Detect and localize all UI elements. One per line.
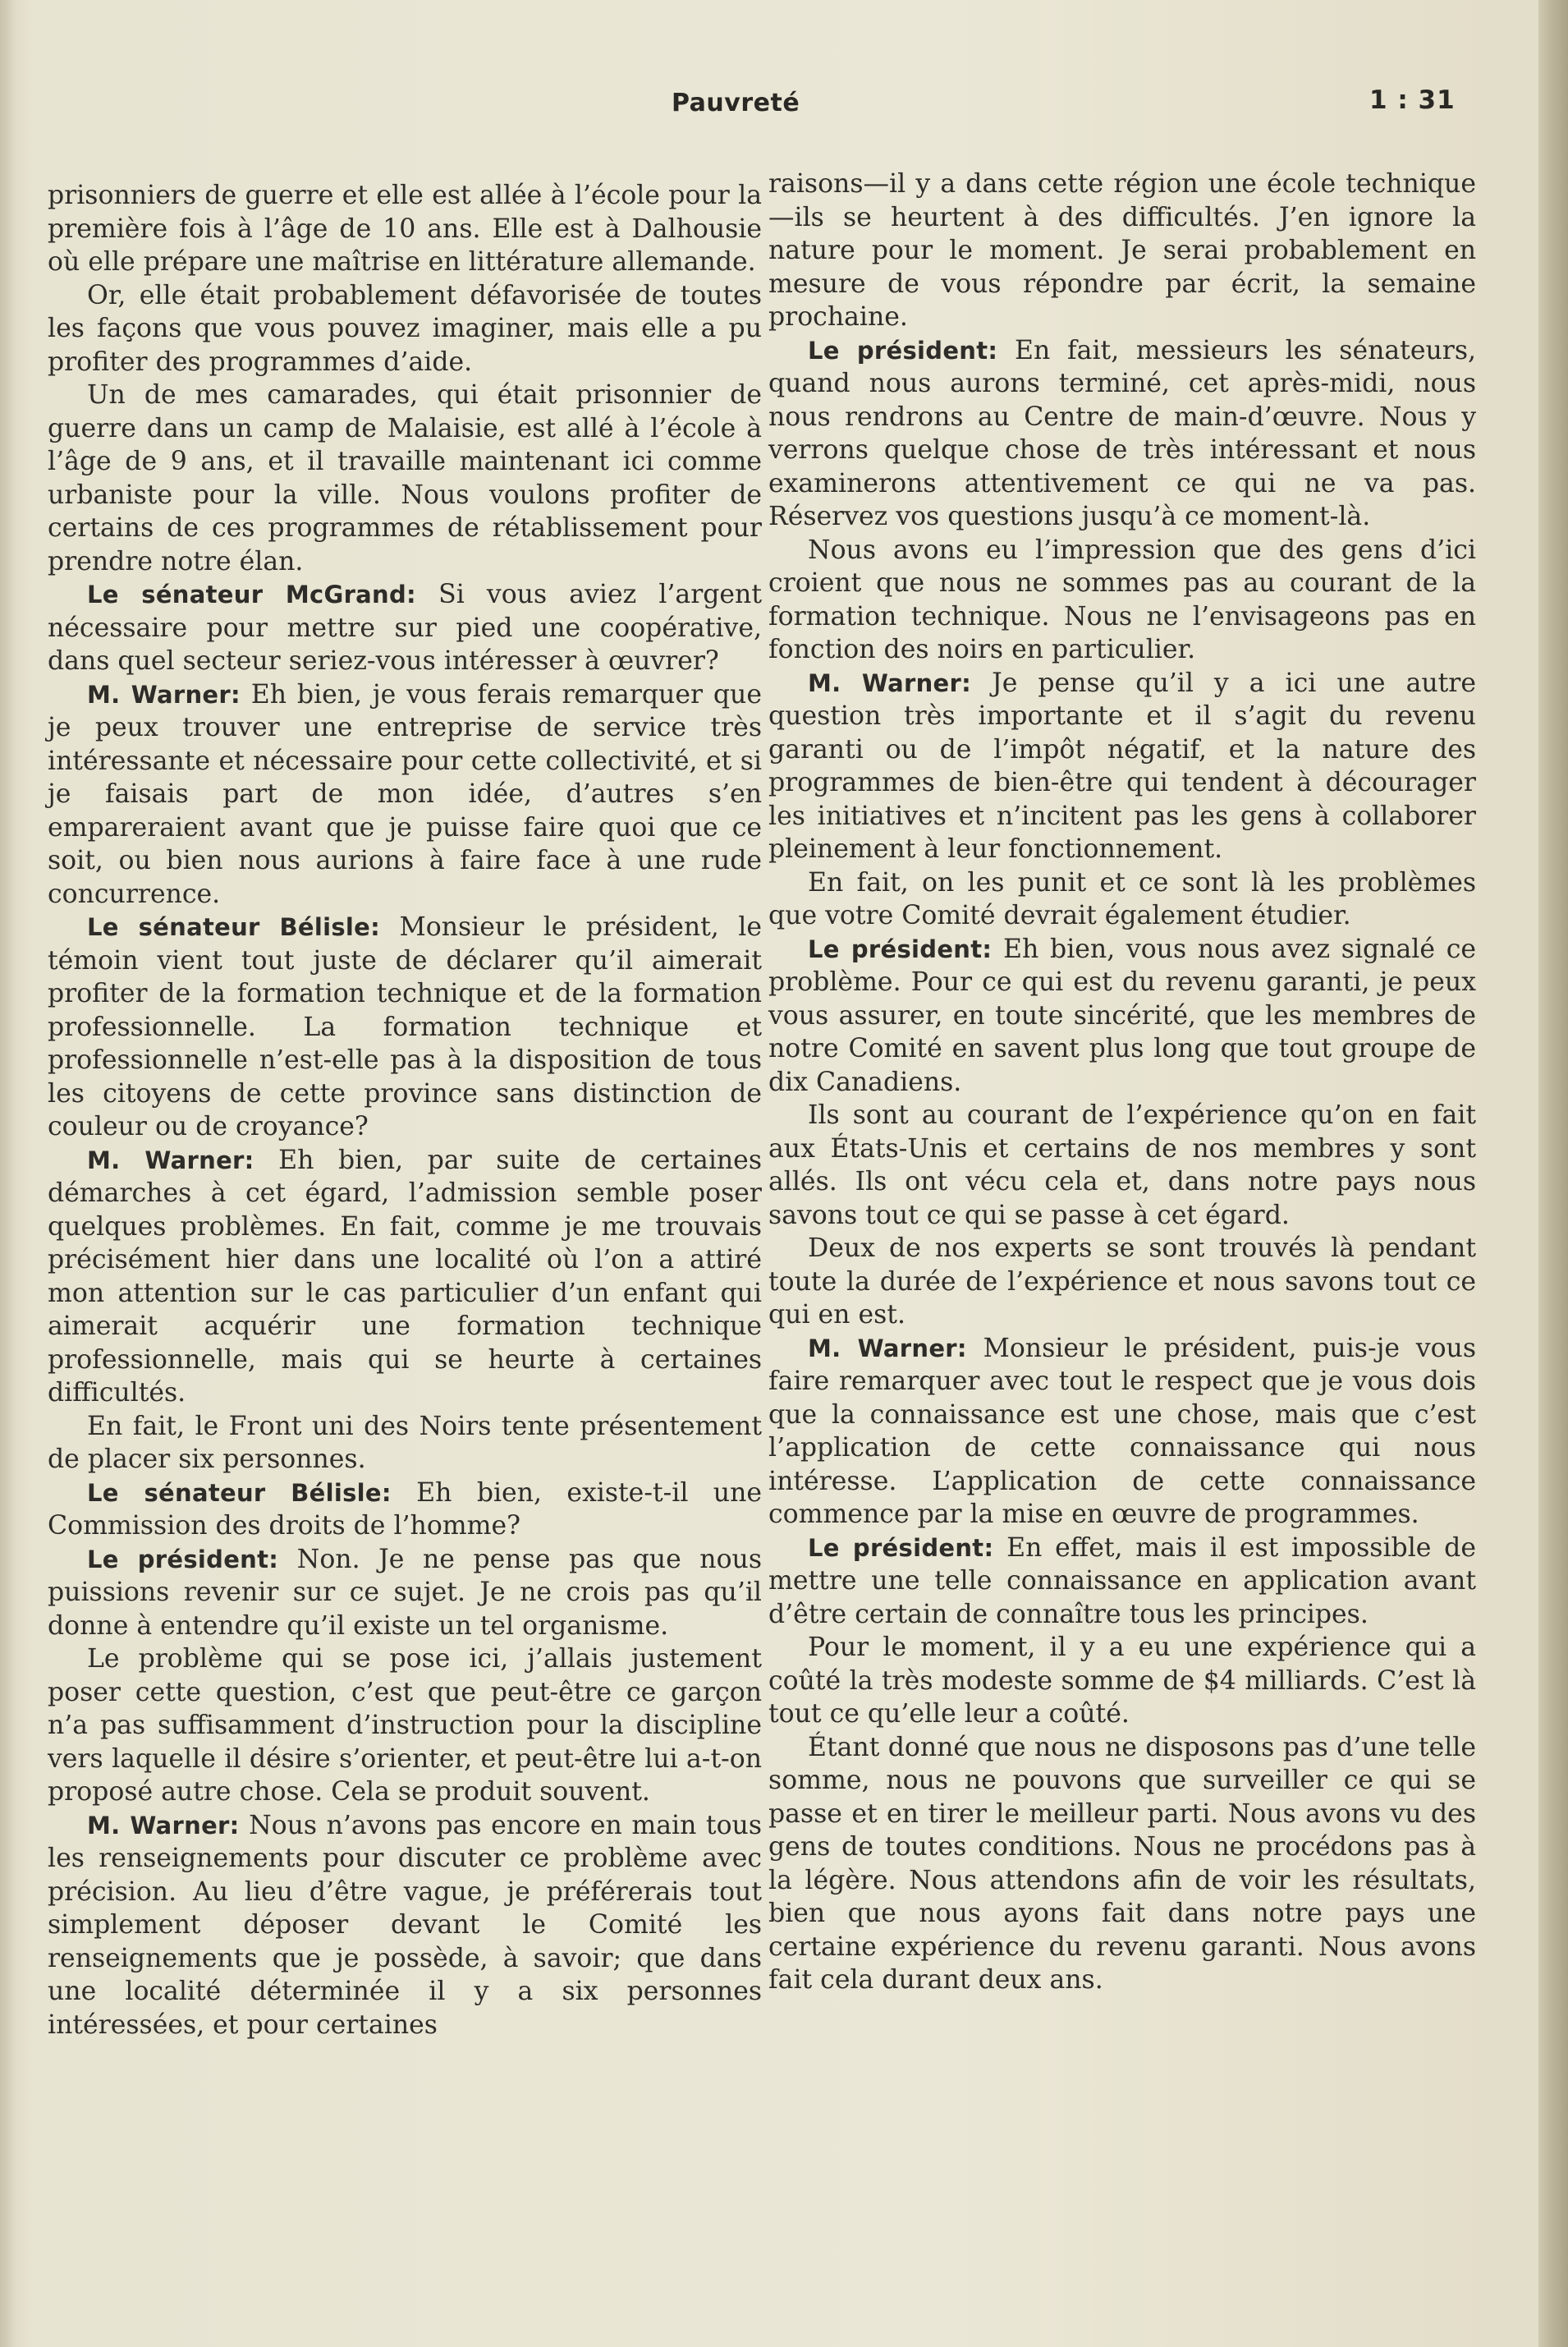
paragraph-text: Le problème qui se pose ici, j’allais justement poser cette question, c’est que peut-être ce garçon n’a pas suffisamment d’instruction pour la discipline vers laquelle il désire s’orienter, et peut-être lui a-t-on proposé autre chose. Cela se produit souvent.	[48, 1644, 762, 1807]
paragraph	[768, 1631, 1476, 1731]
paragraph-text: Pour le moment, il y a eu une expérience qui a coûté la très modeste somme de $4 milliards. C’est là tout ce qu’elle leur a coûté.	[768, 1633, 1476, 1729]
paragraph-text: En fait, on les punit et ce sont là les problèmes que votre Comité devrait également étudier.	[768, 867, 1476, 930]
paragraph	[768, 1731, 1476, 1997]
paragraph-text: Deux de nos experts se sont trouvés là pendant toute la durée de l’expérience et nous savons tout ce qui en est.	[768, 1233, 1476, 1330]
paragraph-text: raisons—il y a dans cette région une école technique—ils se heurtent à des difficultés. J’en ignore la nature pour le moment. Je serai probablement en mesure de vous répondre par écrit, la semaine prochaine.	[768, 169, 1476, 332]
paragraph-text: Eh bien, par suite de certaines démarches à cet égard, l’admission semble poser quelques problèmes. En fait, comme je me trouvais précisément hier dans une localité où l’on a attiré mon attention sur le cas particulier d’un enfant qui aimerait acquérir une formation technique professionnelle, mais qui se heurte à certaines difficultés.	[48, 1145, 762, 1408]
speaker-name: M. Warner:	[808, 1334, 967, 1362]
paragraph	[768, 1232, 1476, 1332]
paragraph-text: prisonniers de guerre et elle est allée à l’école pour la première fois à l’âge de 10 ans. Elle est à Dalhousie où elle prépare une maîtrise en littérature allemande.	[48, 181, 762, 277]
paragraph-text: En fait, messieurs les sénateurs, quand nous aurons terminé, cet après-midi, nous nous rendrons au Centre de main-d’œuvre. Nous y verrons quelque chose de très intéressant et nous examinerons attentivement ce qui ne va pas. Réservez vos questions jusqu’à ce moment-là.	[768, 335, 1476, 531]
paragraph-text: Je pense qu’il y a ici une autre question très importante et il s’agit du revenu garanti ou de l’impôt négatif, et la nature des programmes de bien-être qui tendent à décourager les initiatives et n’incitent pas les gens à collaborer pleinement à leur fonctionnement.	[768, 668, 1477, 864]
paragraph	[768, 534, 1476, 667]
paragraph	[48, 911, 762, 1144]
left-column	[48, 179, 762, 2042]
paragraph	[48, 1642, 762, 1809]
speaker-name: Le sénateur Bélisle:	[87, 913, 381, 941]
paragraph	[48, 1144, 762, 1410]
paragraph	[48, 678, 762, 912]
paragraph	[768, 1532, 1476, 1632]
paragraph	[48, 1477, 762, 1543]
speaker-name: Le président:	[808, 935, 993, 963]
paragraph	[48, 578, 762, 678]
speaker-name: Le président:	[87, 1545, 279, 1573]
paragraph-text: Or, elle était probablement défavorisée de toutes les façons que vous pouvez imaginer, mais elle a pu profiter des programmes d’aide.	[48, 280, 762, 377]
page-edge	[1538, 0, 1568, 2347]
page-gutter-shadow	[0, 0, 15, 2347]
page-number: 1 : 31	[1369, 85, 1456, 115]
paragraph-text: Monsieur le président, le témoin vient tout juste de déclarer qu’il aimerait profiter de la formation technique et de la formation professionnelle. La formation technique et professionnelle n’est-elle pas à la disposition de tous les citoyens de cette province sans distinction de couleur ou de croyance?	[48, 912, 762, 1141]
paragraph	[768, 334, 1476, 534]
speaker-name: M. Warner:	[808, 668, 972, 697]
paragraph	[768, 1332, 1476, 1532]
speaker-name: Le président:	[808, 1533, 994, 1562]
paragraph-text: Monsieur le président, puis-je vous faire remarquer avec tout le respect que je vous dois que la connaissance est une chose, mais que c’est l’application de cette connaissance qui nous intéresse. L’application de cette connaissance commence par la mise en œuvre de programmes.	[768, 1333, 1477, 1529]
paragraph-text: Eh bien, existe-t-il une Commission des droits de l’homme?	[48, 1477, 762, 1541]
paragraph-text: Étant donné que nous ne disposons pas d’une telle somme, nous ne pouvons que surveiller ce qui se passe et en tirer le meilleur parti. Nous avons vu des gens de toutes conditions. Nous ne procédons pas à la légère. Nous attendons afin de voir les résultats, bien que nous ayons fait dans notre pays une certaine expérience du revenu garanti. Nous avons fait cela durant deux ans.	[768, 1732, 1476, 1995]
paragraph-text: En fait, le Front uni des Noirs tente présentement de placer six personnes.	[48, 1411, 762, 1474]
paragraph	[768, 1099, 1476, 1232]
paragraph-text: Eh bien, vous nous avez signalé ce problème. Pour ce qui est du revenu garanti, je peux vous assurer, en toute sincérité, que les membres de notre Comité en savent plus long que tout groupe de dix Canadiens.	[768, 934, 1476, 1097]
speaker-name: Le sénateur Bélisle:	[87, 1478, 392, 1507]
paragraph	[48, 379, 762, 578]
paragraph-text: Ils sont au courant de l’expérience qu’on en fait aux États-Unis et certains de nos membres y sont allés. Ils ont vécu cela et, dans notre pays nous savons tout ce qui se passe à cet égard.	[768, 1100, 1476, 1230]
paragraph	[48, 279, 762, 379]
paragraph-text: En effet, mais il est impossible de mettre une telle connaissance en application avant d’être certain de connaître tous les principes.	[768, 1532, 1476, 1629]
paragraph-text: Nous avons eu l’impression que des gens d’ici croient que nous ne sommes pas au courant de la formation technique. Nous ne l’envisageons pas en fonction des noirs en particulier.	[768, 535, 1476, 664]
running-header	[0, 85, 1568, 130]
right-column	[768, 168, 1476, 1997]
paragraph	[768, 667, 1476, 866]
speaker-name: M. Warner:	[87, 680, 241, 709]
paragraph-text: Non. Je ne pense pas que nous puissions revenir sur ce sujet. Je ne crois pas qu’il donne à entendre qu’il existe un tel organisme.	[48, 1544, 763, 1641]
paragraph	[768, 933, 1476, 1100]
paragraph	[768, 866, 1476, 933]
paragraph	[48, 1809, 762, 2042]
paragraph	[48, 1410, 762, 1477]
paragraph	[768, 168, 1476, 334]
paragraph-text: Un de mes camarades, qui était prisonnier de guerre dans un camp de Malaisie, est allé à l’école à l’âge de 9 ans, et il travaille maintenant ici comme urbaniste pour la ville. Nous voulons profiter de certains de ces programmes de rétablissement pour prendre notre élan.	[48, 380, 762, 576]
speaker-name: Le sénateur McGrand:	[87, 581, 416, 609]
paragraph-text: Si vous aviez l’argent nécessaire pour mettre sur pied une coopérative, dans quel secteur seriez-vous intéresser à œuvrer?	[48, 580, 763, 676]
paragraph-text: Nous n’avons pas encore en main tous les renseignements pour discuter ce problème avec précision. Au lieu d’être vague, je préférerais tout simplement déposer devant le Comité les renseignements que je possède, à savoir; que dans une localité déterminée il y a six personnes intéressées, et pour certaines	[48, 1810, 762, 2040]
paragraph	[48, 179, 762, 279]
speaker-name: Le président:	[808, 336, 998, 365]
paragraph-text: Eh bien, je vous ferais remarquer que je peux trouver une entreprise de service très intéressante et nécessaire pour cette collectivité, et si je faisais part de mon idée, d’autres s’en empareraient avant que je puisse faire quoi que ce soit, ou bien nous aurions à faire face à une rude concurrence.	[48, 679, 762, 909]
speaker-name: M. Warner:	[87, 1811, 240, 1839]
speaker-name: M. Warner:	[87, 1146, 254, 1174]
paragraph	[48, 1543, 762, 1643]
running-title: Pauvreté	[672, 89, 800, 117]
